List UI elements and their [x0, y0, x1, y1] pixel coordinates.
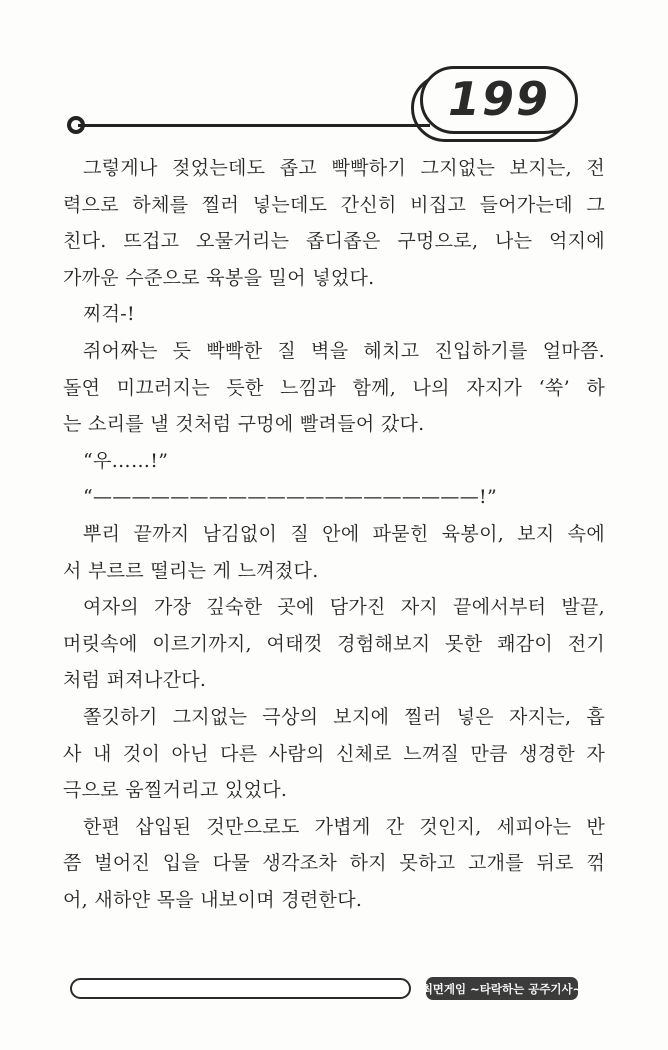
text-line: 극으로 움찔거리고 있었다. — [63, 779, 288, 802]
text-line: 어, 새하얀 목을 내보이며 경련한다. — [63, 888, 363, 911]
text-line: 한편 삽입된 것만으로도 가볍게 간 것인지, 세피아는 반 — [83, 815, 605, 838]
page-number: 199 — [447, 72, 551, 126]
text-line: 머릿속에 이르기까지, 여태껏 경험해보지 못한 쾌감이 전기 — [63, 632, 605, 655]
text-line: 친다. 뜨겁고 오물거리는 좁디좁은 구멍으로, 나는 억지에 — [63, 230, 605, 253]
text-line: 그렇게나 젖었는데도 좁고 빡빡하기 그지없는 보지는, 전 — [83, 157, 605, 179]
text-line: 쥐어짜는 듯 빡빡한 질 벽을 헤치고 진입하기를 얼마쯤. — [83, 339, 605, 362]
text-line: 처럼 퍼져나간다. — [63, 669, 207, 692]
text-line: 가까운 수준으로 육봉을 밀어 넣었다. — [63, 266, 375, 289]
body-text-block — [63, 150, 605, 918]
text-line: 는 소리를 낼 것처럼 구멍에 빨려들어 갔다. — [63, 413, 425, 436]
book-title: 최면게임 ~타락하는 공주기사~ — [421, 981, 583, 996]
text-line: “우……!” — [83, 449, 169, 472]
page-number-pill — [420, 66, 578, 134]
header-rule — [78, 124, 430, 127]
footer-title-badge — [421, 977, 583, 1000]
text-line: 사 내 것이 아닌 다른 사람의 신체로 느껴질 만큼 생경한 자 — [63, 742, 605, 765]
text-line: “————————————————————!” — [83, 486, 497, 509]
footer-bar — [70, 978, 411, 999]
text-line: 쫄깃하기 그지없는 극상의 보지에 찔러 넣은 자지는, 흡 — [83, 705, 605, 728]
text-line: 서 부르르 떨리는 게 느껴졌다. — [63, 559, 319, 582]
text-line: 돌연 미끄러지는 듯한 느낌과 함께, 나의 자지가 ‘쑥’ 하 — [63, 376, 605, 399]
text-line: 쯤 벌어진 입을 다물 생각조차 하지 못하고 고개를 뒤로 꺾 — [63, 852, 605, 875]
text-line: 력으로 하체를 찔러 넣는데도 간신히 비집고 들어가는데 그 — [63, 193, 605, 216]
text-line: 여자의 가장 깊숙한 곳에 담가진 자지 끝에서부터 발끝, — [83, 596, 605, 619]
text-line: 뿌리 끝까지 남김없이 질 안에 파묻힌 육봉이, 보지 속에 — [83, 522, 605, 545]
text-line: 찌걱-! — [83, 303, 135, 326]
